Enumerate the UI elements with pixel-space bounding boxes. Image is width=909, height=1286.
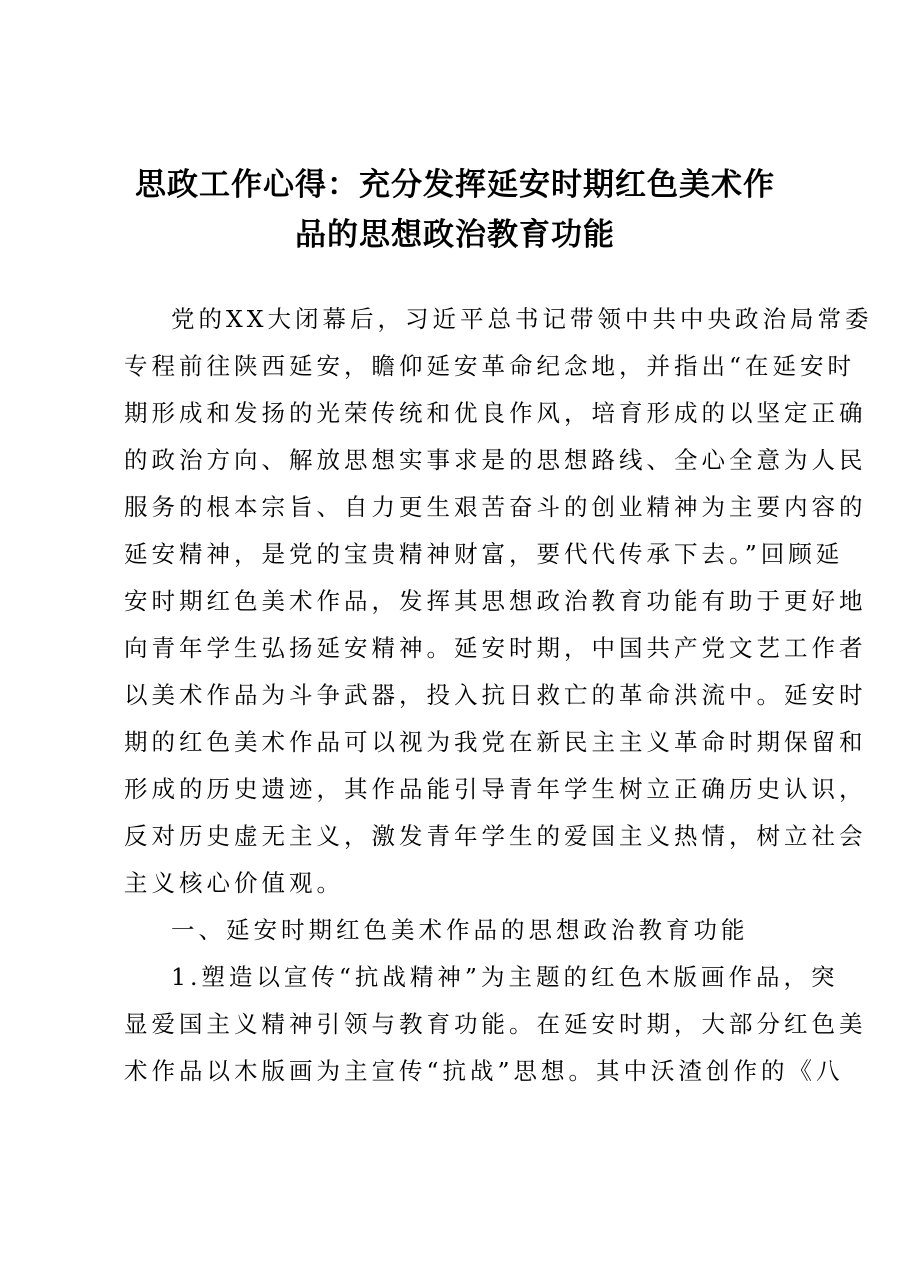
section-heading: 一、延安时期红色美术作品的思想政治教育功能 (171, 916, 749, 944)
paragraph-line: 以美术作品为斗争武器，投入抗日救亡的革命洪流中。延安时 (124, 681, 867, 709)
paragraph-line: 的政治方向、解放思想实事求是的思想路线、全心全意为人民 (124, 446, 867, 474)
paragraph-2 (124, 954, 867, 1095)
paragraph-line: 术作品以木版画为主宣传“抗战”思想。其中沃渣创作的《八 (124, 1057, 844, 1085)
paragraph-line: 显爱国主义精神引领与教育功能。在延安时期，大部分红色美 (124, 1010, 867, 1038)
paragraph-line: 向青年学生弘扬延安精神。延安时期，中国共产党文艺工作者 (124, 634, 867, 662)
paragraph-line: 主义核心价值观。 (124, 869, 344, 897)
document-title (100, 160, 810, 260)
paragraph-line: 党的XX大闭幕后，习近平总书记带领中共中央政治局常委 (171, 305, 873, 333)
document-body (124, 296, 873, 1095)
paragraph-line: 反对历史虚无主义，激发青年学生的爱国主义热情，树立社会 (124, 822, 867, 850)
paragraph-line: 专程前往陕西延安，瞻仰延安革命纪念地，并指出“在延安时 (124, 352, 856, 380)
paragraph-line: 形成的历史遗迹，其作品能引导青年学生树立正确历史认识， (124, 775, 867, 803)
paragraph-line: 1.塑造以宣传“抗战精神”为主题的红色木版画作品，突 (171, 963, 839, 991)
paragraph-line: 延安精神，是党的宝贵精神财富，要代代传承下去。”回顾延 (124, 540, 844, 568)
paragraph-line: 期的红色美术作品可以视为我党在新民主主义革命时期保留和 (124, 728, 867, 756)
paragraph-line: 安时期红色美术作品，发挥其思想政治教育功能有助于更好地 (124, 587, 867, 615)
paragraph-line: 期形成和发扬的光荣传统和优良作风，培育形成的以坚定正确 (124, 399, 867, 427)
paragraph-1 (124, 296, 873, 907)
title-line-1: 思政工作心得：充分发挥延安时期红色美术作 (135, 167, 775, 203)
paragraph-line: 服务的根本宗旨、自力更生艰苦奋斗的创业精神为主要内容的 (124, 493, 867, 521)
title-line-2: 品的思想政治教育功能 (295, 217, 615, 253)
